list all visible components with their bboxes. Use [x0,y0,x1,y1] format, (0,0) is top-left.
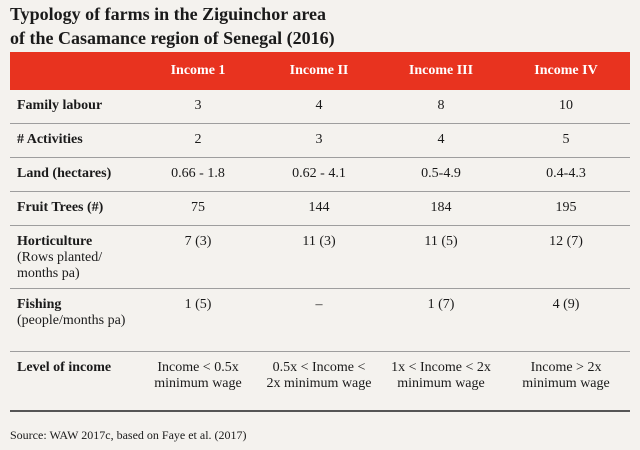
header-income-1: Income 1 [138,52,258,90]
table-cell: 10 [502,90,630,124]
table-cell: Income < 0.5x minimum wage [138,352,258,412]
table-cell: 2 [138,124,258,158]
farm-typology-table [10,52,630,412]
table-cell: 1x < Income < 2x minimum wage [380,352,502,412]
table-cell: 3 [138,90,258,124]
table-cell: 11 (5) [380,226,502,289]
table-row [10,124,630,158]
row-label-horticulture-title: Horticulture [17,234,93,249]
header-income-4: Income IV [502,52,630,90]
table-cell: 0.5x < Income < 2x minimum wage [258,352,380,412]
source-note: Source: WAW 2017c, based on Faye et al. (2017) [10,428,247,442]
row-label-fishing-sub: (people/months pa) [17,313,126,328]
table-cell: 12 (7) [502,226,630,289]
table-cell: 144 [258,192,380,226]
table-cell: 11 (3) [258,226,380,289]
table-cell: 0.62 - 4.1 [258,158,380,192]
table-row [10,192,630,226]
table-cell: 7 (3) [138,226,258,289]
row-label-activities: # Activities [10,124,138,158]
table-cell: 4 [258,90,380,124]
header-empty [10,52,138,90]
table-cell: 75 [138,192,258,226]
row-label-fishing [10,289,138,352]
header-row [10,52,630,90]
header-income-2: Income II [258,52,380,90]
table-cell: 8 [380,90,502,124]
table-cell: 0.4-4.3 [502,158,630,192]
table-cell: 195 [502,192,630,226]
table-cell: 4 [380,124,502,158]
table-cell: 1 (7) [380,289,502,352]
table-cell: – [258,289,380,352]
row-label-horticulture [10,226,138,289]
table-row [10,158,630,192]
table-row [10,90,630,124]
header-income-3: Income III [380,52,502,90]
table-row [10,226,630,289]
table-cell: 4 (9) [502,289,630,352]
row-label-level-of-income: Level of income [10,352,138,412]
row-label-family-labour: Family labour [10,90,138,124]
table-cell: 3 [258,124,380,158]
table-cell: Income > 2x minimum wage [502,352,630,412]
row-label-fruit-trees: Fruit Trees (#) [10,192,138,226]
table-cell: 0.66 - 1.8 [138,158,258,192]
row-label-horticulture-sub: (Rows planted/ months pa) [17,250,103,281]
table-row [10,352,630,412]
row-label-land: Land (hectares) [10,158,138,192]
table-row [10,289,630,352]
figure-title [10,2,370,50]
title-line-1: Typology of farms in the Ziguinchor area [10,4,327,24]
table-cell: 5 [502,124,630,158]
table-cell: 0.5-4.9 [380,158,502,192]
table-cell: 184 [380,192,502,226]
row-label-fishing-title: Fishing [17,297,62,312]
title-line-2: of the Casamance region of Senegal (2016) [10,28,335,48]
table-cell: 1 (5) [138,289,258,352]
